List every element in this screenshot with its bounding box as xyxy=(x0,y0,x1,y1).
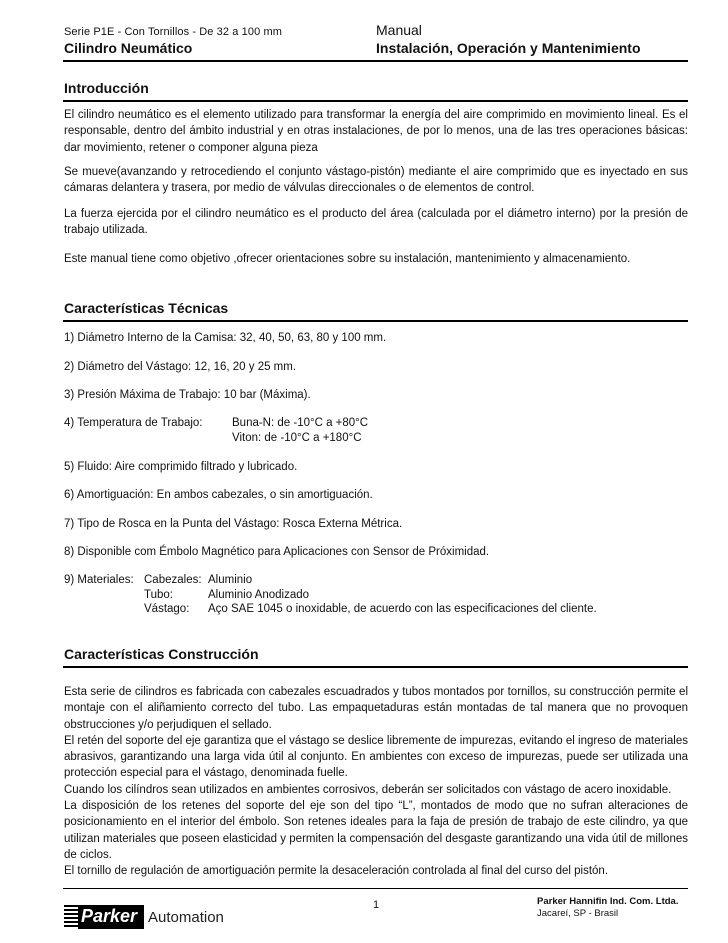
construction-paragraph-1: Esta serie de cilindros es fabricada con cabezales escuadrados y tubos montados por tornillos, su construcción permite el montaje con el aliñamiento correcto del tubo. Las empaquetaduras están montadas de tal manera que no provoquen obstrucciones y/o perjudiquen el sellado. xyxy=(64,686,688,731)
header-manual: Manual xyxy=(376,22,422,38)
construction-paragraph-3: Cuando los cilíndros sean utilizados en ambientes corrosivos, deberán ser solicitados con vástago de acero inoxidable. xyxy=(64,783,672,796)
spec-item-5: 5) Fluido: Aire comprimido filtrado y lubricado. xyxy=(64,461,298,473)
footer-location: Jacareí, SP - Brasil xyxy=(537,908,619,919)
spec-item-4-value-2: Viton: de -10°C a +180°C xyxy=(232,432,362,444)
intro-paragraph-3: La fuerza ejercida por el cilindro neumático es el producto del área (calculada por el diámetro interno) por la presión de trabajo utilizada. xyxy=(64,208,688,237)
material-3-key: Vástago: xyxy=(144,603,190,615)
construction-title: Características Construcción xyxy=(64,646,259,662)
specs-rule xyxy=(63,320,688,322)
intro-title: Introducción xyxy=(64,80,149,96)
intro-paragraph-4: Este manual tiene como objetivo ,ofrecer orientaciones sobre su instalación, mantenimiento y almacenamiento. xyxy=(64,253,631,265)
header-manual-title: Instalación, Operación y Mantenimiento xyxy=(376,40,641,56)
material-2-value: Aluminio Anodizado xyxy=(208,589,310,601)
footer-company: Parker Hannifin Ind. Com. Ltda. xyxy=(537,896,679,907)
construction-paragraph-2: El retén del soporte del eje garantiza que el vástago se deslice libremente de impurezas, evitando el ingreso de materiales abrasivos, garantizando una larga vida útil al conjunto. En ambientes con exceso de impurezas, puede ser utilizada una protección especial para el vástago, denominada fuelle. xyxy=(64,734,688,780)
construction-paragraph-4: La disposición de los retenes del soporte del eje son del tipo “L”, montados de modo que no sufran alteraciones de posicionamiento en el interior del émbolo. Son retenes ideales para la faja de presión de trabajo de este cilindro, ya que utilizan materiales que poseen elasticidad y permiten la compensación del desgaste garantizando una vida útil de millones de ciclos. xyxy=(64,800,688,861)
parker-logo-text: Parker xyxy=(81,906,138,926)
spec-item-1: 1) Diámetro Interno de la Camisa: 32, 40, 50, 63, 80 y 100 mm. xyxy=(64,332,387,344)
header-product: Cilindro Neumático xyxy=(64,40,193,56)
intro-paragraph-1: El cilindro neumático es el elemento utilizado para transformar la energía del aire comprimido en movimiento lineal. Es el responsable, dentro del ámbito industrial y en otras instalaciones, de por lo menos, una de las tres operaciones básicas: dar movimiento, retener o componer alguna pieza xyxy=(64,109,688,154)
intro-rule xyxy=(63,100,688,102)
material-1-value: Aluminio xyxy=(208,574,253,586)
spec-item-3: 3) Presión Máxima de Trabajo: 10 bar (Máxima). xyxy=(64,389,311,401)
spec-item-2: 2) Diámetro del Vástago: 12, 16, 20 y 25 mm. xyxy=(64,361,297,373)
intro-paragraph-2: Se mueve(avanzando y retrocediendo el conjunto vástago-pistón) mediante el aire comprimido que es inyectado en sus cámaras delantera y trasera, por medio de válvulas direccionales o de elementos de control. xyxy=(64,166,688,195)
header-series: Serie P1E - Con Tornillos - De 32 a 100 mm xyxy=(64,26,282,38)
header-rule xyxy=(63,60,688,62)
parker-logo-stripes xyxy=(64,905,78,929)
construction-body xyxy=(64,684,688,880)
spec-item-8: 8) Disponible com Émbolo Magnético para Aplicaciones con Sensor de Próximidad. xyxy=(64,546,490,558)
spec-item-6: 6) Amortiguación: En ambos cabezales, o sin amortiguación. xyxy=(64,489,373,501)
material-3-value: Aço SAE 1045 o inoxidable, de acuerdo con las especificaciones del cliente. xyxy=(208,603,597,615)
footer-division: Automation xyxy=(148,909,224,926)
spec-item-4-value-1: Buna-N: de -10°C a +80°C xyxy=(232,417,369,429)
spec-item-9-label: 9) Materiales: xyxy=(64,574,134,586)
spec-item-7: 7) Tipo de Rosca en la Punta del Vástago: Rosca Externa Métrica. xyxy=(64,518,403,530)
footer-rule xyxy=(63,888,688,889)
material-2-key: Tubo: xyxy=(144,589,173,601)
material-1-key: Cabezales: xyxy=(144,574,202,586)
construction-paragraph-5: El tornillo de regulación de amortiguación permite la desaceleración controlada al final del curso del pistón. xyxy=(64,865,609,878)
spec-item-4-label: 4) Temperatura de Trabajo: xyxy=(64,417,203,429)
construction-rule xyxy=(63,666,688,668)
specs-title: Características Técnicas xyxy=(64,300,229,316)
parker-logo xyxy=(64,905,144,929)
page-number: 1 xyxy=(373,899,380,911)
